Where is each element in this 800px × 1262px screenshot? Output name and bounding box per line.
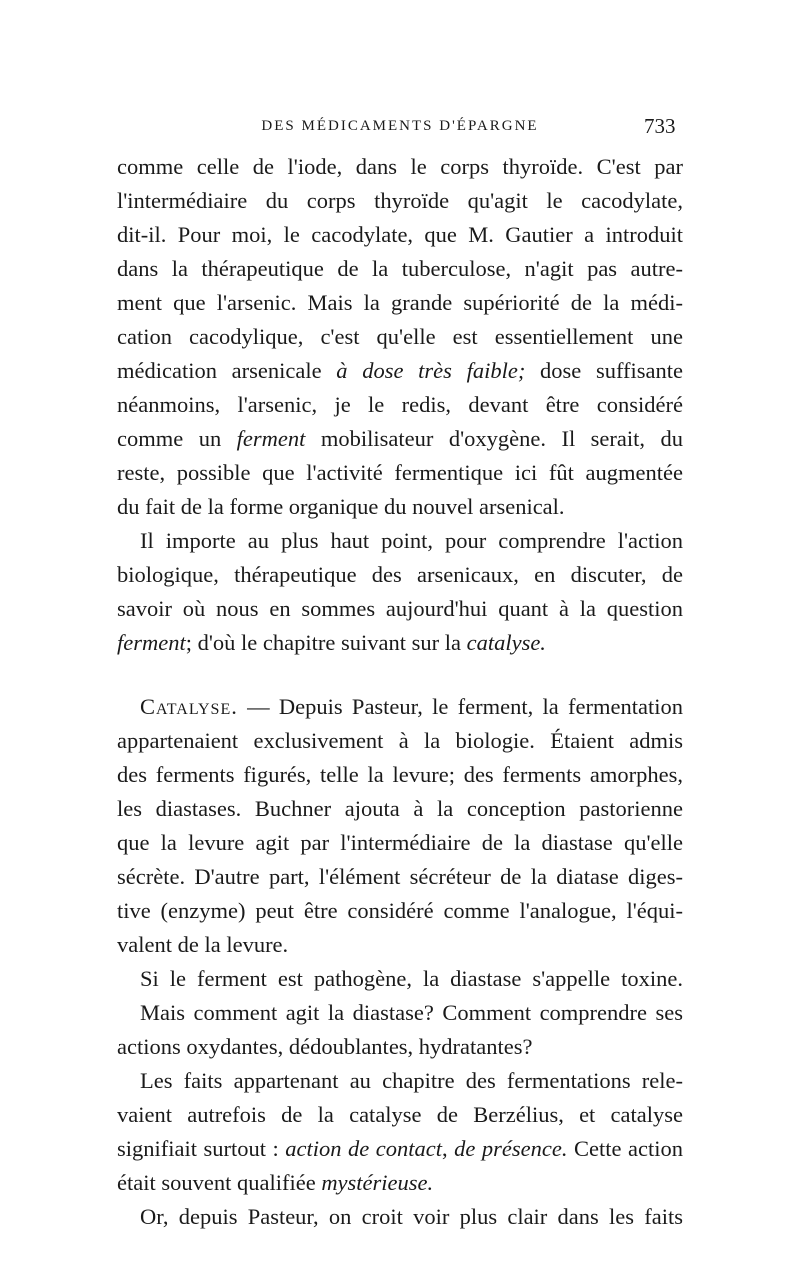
- text-line: Or, depuis Pasteur, on croit voir plus clair dans les faits: [140, 1204, 683, 1229]
- text-run: dose suffisante: [525, 358, 684, 383]
- text-run: ,: [442, 1136, 455, 1161]
- text-line: ment que l'arsenic. Mais la grande supériorité de la médi-: [117, 290, 683, 315]
- running-title: DES MÉDICAMENTS D'ÉPARGNE: [261, 118, 539, 134]
- text-run: — Depuis Pasteur, le ferment, la fermentation: [237, 694, 683, 719]
- text-line: reste, possible que l'activité fermentique ici fût augmentée: [117, 460, 683, 485]
- italic-run: à dose très faible;: [336, 358, 526, 383]
- text-line: dit-il. Pour moi, le cacodylate, que M. Gautier a introduit: [117, 222, 683, 247]
- text-line: que la levure agit par l'intermédiaire de la diastase qu'elle: [117, 830, 683, 855]
- text-line: savoir où nous en sommes aujourd'hui quant à la question: [117, 596, 683, 621]
- text-line: sécrète. D'autre part, l'élément sécréteur de la diatase diges-: [117, 864, 683, 889]
- text-line: Les faits appartenant au chapitre des fermentations rele-: [140, 1068, 683, 1093]
- text-line: Si le ferment est pathogène, la diastase s'appelle toxine.: [140, 966, 683, 991]
- text-run: était souvent qualifiée: [117, 1170, 322, 1195]
- running-head: [0, 112, 800, 142]
- text-line: vaient autrefois de la catalyse de Berzélius, et catalyse: [117, 1102, 683, 1127]
- text-line: [117, 1166, 683, 1200]
- text-line: appartenaient exclusivement à la biologie. Étaient admis: [117, 728, 683, 753]
- italic-run: ferment: [236, 426, 306, 451]
- text-line: néanmoins, l'arsenic, je le redis, devant être considéré: [117, 392, 683, 417]
- text-run: ; d'où le chapitre suivant sur la: [185, 630, 467, 655]
- text-line: Il importe au plus haut point, pour comprendre l'action: [140, 528, 683, 553]
- text-line: [140, 690, 683, 724]
- italic-run: action de contact: [285, 1136, 443, 1161]
- text-line: les diastases. Buchner ajouta à la conception pastorienne: [117, 796, 683, 821]
- text-line: Mais comment agit la diastase? Comment comprendre ses: [140, 1000, 683, 1025]
- text-line: du fait de la forme organique du nouvel arsenical.: [117, 494, 565, 519]
- italic-run: mystérieuse.: [321, 1170, 434, 1195]
- italic-run: de présence.: [454, 1136, 568, 1161]
- text-line: des ferments figurés, telle la levure; des ferments amorphes,: [117, 762, 683, 787]
- text-line: cation cacodylique, c'est qu'elle est essentiellement une: [117, 324, 683, 349]
- text-run: médication arsenicale: [117, 358, 337, 383]
- text-line: tive (enzyme) peut être considéré comme l'analogue, l'équi-: [117, 898, 683, 923]
- text-line: valent de la levure.: [117, 932, 289, 957]
- italic-run: ferment: [117, 630, 186, 655]
- text-run: mobilisateur d'oxygène. Il serait, du: [305, 426, 683, 451]
- text-run: signifiait surtout :: [117, 1136, 286, 1161]
- text-line: [117, 626, 683, 660]
- text-line: [117, 1132, 683, 1166]
- text-line: biologique, thérapeutique des arsenicaux, en discuter, de: [117, 562, 683, 587]
- text-run: Cette action: [567, 1136, 684, 1161]
- page-number: 733: [644, 114, 676, 138]
- text-line: [117, 422, 683, 456]
- section-heading: Catalyse.: [140, 694, 238, 719]
- text-line: comme celle de l'iode, dans le corps thyroïde. C'est par: [117, 154, 683, 179]
- text-line: [117, 354, 683, 388]
- italic-run: catalyse.: [466, 630, 546, 655]
- text-line: l'intermédiaire du corps thyroïde qu'agit le cacodylate,: [117, 188, 683, 213]
- text-line: dans la thérapeutique de la tuberculose, n'agit pas autre-: [117, 256, 683, 281]
- text-line: actions oxydantes, dédoublantes, hydratantes?: [117, 1034, 533, 1059]
- text-run: comme un: [117, 426, 237, 451]
